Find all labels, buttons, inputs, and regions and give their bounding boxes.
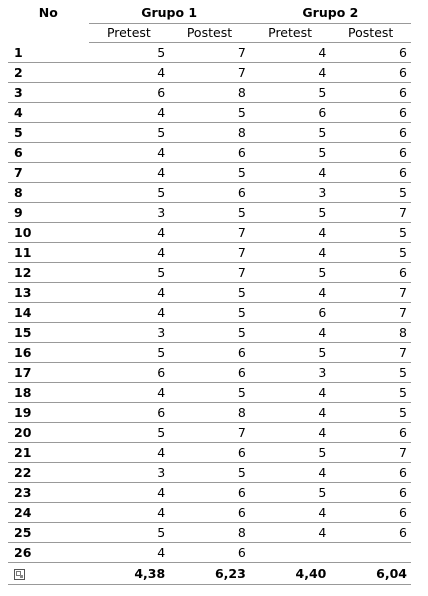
g1-postest-cell: 5 [169, 463, 250, 483]
table-row [8, 83, 411, 103]
g1-postest-cell: 5 [169, 283, 250, 303]
row-number: 21 [8, 443, 89, 463]
g2-postest-cell: 6 [330, 143, 411, 163]
row-number: 20 [8, 423, 89, 443]
g1-pretest-cell: 4 [89, 223, 170, 243]
g2-postest-cell: 6 [330, 263, 411, 283]
g2-pretest-cell: 4 [250, 463, 331, 483]
mean-symbol-icon [14, 569, 25, 580]
g2-postest-cell: 7 [330, 203, 411, 223]
table-row [8, 163, 411, 183]
row-number: 10 [8, 223, 89, 243]
g1-pretest-cell: 5 [89, 263, 170, 283]
table-row [8, 103, 411, 123]
g2-pretest-cell: 4 [250, 283, 331, 303]
row-number: 1 [8, 43, 89, 63]
g1-postest-cell: 7 [169, 263, 250, 283]
row-number: 26 [8, 543, 89, 563]
row-number: 15 [8, 323, 89, 343]
g1-postest-cell: 5 [169, 203, 250, 223]
g2-pretest-cell: 4 [250, 503, 331, 523]
table-row [8, 323, 411, 343]
g1-postest-cell: 8 [169, 523, 250, 543]
g2-pretest-cell: 6 [250, 103, 331, 123]
g2-postest-cell: 5 [330, 223, 411, 243]
table-row [8, 483, 411, 503]
row-number: 14 [8, 303, 89, 323]
row-number: 19 [8, 403, 89, 423]
g1-postest-cell: 6 [169, 363, 250, 383]
table-row [8, 383, 411, 403]
g1-postest-cell: 6 [169, 343, 250, 363]
row-number: 24 [8, 503, 89, 523]
g1-pretest-cell: 4 [89, 503, 170, 523]
g1-postest-cell: 6 [169, 143, 250, 163]
header-g2-pretest: Pretest [250, 24, 331, 43]
g1-postest-cell: 6 [169, 483, 250, 503]
g2-pretest-cell: 4 [250, 163, 331, 183]
g2-postest-cell: 6 [330, 163, 411, 183]
table-row [8, 183, 411, 203]
g2-pretest-cell: 4 [250, 423, 331, 443]
g1-pretest-cell: 4 [89, 163, 170, 183]
g1-postest-cell: 7 [169, 243, 250, 263]
g2-postest-cell: 8 [330, 323, 411, 343]
g2-pretest-cell: 3 [250, 363, 331, 383]
g1-postest-cell: 6 [169, 503, 250, 523]
row-number: 9 [8, 203, 89, 223]
row-number: 7 [8, 163, 89, 183]
g2-pretest-cell: 5 [250, 483, 331, 503]
g1-pretest-cell: 4 [89, 243, 170, 263]
table-row [8, 423, 411, 443]
g1-pretest-cell: 4 [89, 303, 170, 323]
g2-postest-cell: 5 [330, 363, 411, 383]
table-row [8, 503, 411, 523]
g1-pretest-cell: 3 [89, 463, 170, 483]
g2-postest-cell: 6 [330, 43, 411, 63]
g1-postest-cell: 8 [169, 123, 250, 143]
g2-pretest-cell: 6 [250, 303, 331, 323]
mean-g1-postest: 6,23 [169, 563, 250, 585]
g2-pretest-cell: 5 [250, 123, 331, 143]
g1-pretest-cell: 5 [89, 523, 170, 543]
g1-pretest-cell: 6 [89, 83, 170, 103]
table-row [8, 123, 411, 143]
g1-pretest-cell: 5 [89, 123, 170, 143]
mean-g2-pretest: 4,40 [250, 563, 331, 585]
table-row [8, 403, 411, 423]
g2-postest-cell [330, 543, 411, 563]
g1-postest-cell: 8 [169, 403, 250, 423]
g2-pretest-cell: 4 [250, 223, 331, 243]
row-number: 12 [8, 263, 89, 283]
g1-pretest-cell: 5 [89, 183, 170, 203]
g2-postest-cell: 6 [330, 523, 411, 543]
table-row [8, 243, 411, 263]
g1-pretest-cell: 6 [89, 363, 170, 383]
g1-pretest-cell: 3 [89, 323, 170, 343]
g2-pretest-cell [250, 543, 331, 563]
g1-pretest-cell: 6 [89, 403, 170, 423]
table-row [8, 43, 411, 63]
mean-g1-pretest: 4,38 [89, 563, 170, 585]
g2-pretest-cell: 4 [250, 243, 331, 263]
row-number: 18 [8, 383, 89, 403]
g2-pretest-cell: 3 [250, 183, 331, 203]
table-row [8, 543, 411, 563]
table-row [8, 303, 411, 323]
g2-postest-cell: 6 [330, 463, 411, 483]
g1-pretest-cell: 4 [89, 483, 170, 503]
row-number: 11 [8, 243, 89, 263]
header-group-2: Grupo 2 [250, 3, 411, 24]
g1-pretest-cell: 4 [89, 383, 170, 403]
table-row [8, 463, 411, 483]
g1-postest-cell: 6 [169, 183, 250, 203]
g1-postest-cell: 7 [169, 63, 250, 83]
table-row [8, 223, 411, 243]
row-number: 8 [8, 183, 89, 203]
g2-postest-cell: 5 [330, 403, 411, 423]
g2-postest-cell: 5 [330, 183, 411, 203]
g1-pretest-cell: 5 [89, 43, 170, 63]
g1-postest-cell: 6 [169, 443, 250, 463]
row-number: 4 [8, 103, 89, 123]
row-number: 5 [8, 123, 89, 143]
g2-pretest-cell: 5 [250, 203, 331, 223]
header-g2-postest: Postest [330, 24, 411, 43]
table-body [8, 43, 411, 563]
table-row [8, 143, 411, 163]
g2-postest-cell: 5 [330, 243, 411, 263]
row-number: 13 [8, 283, 89, 303]
header-row-groups [8, 3, 411, 24]
g2-postest-cell: 6 [330, 63, 411, 83]
table-row [8, 63, 411, 83]
row-number: 3 [8, 83, 89, 103]
table-row [8, 263, 411, 283]
header-group-1: Grupo 1 [89, 3, 250, 24]
g2-postest-cell: 6 [330, 83, 411, 103]
row-number: 25 [8, 523, 89, 543]
mean-g2-postest: 6,04 [330, 563, 411, 585]
g1-pretest-cell: 4 [89, 443, 170, 463]
table-row [8, 343, 411, 363]
table-row [8, 443, 411, 463]
g2-postest-cell: 5 [330, 383, 411, 403]
g1-postest-cell: 5 [169, 383, 250, 403]
g1-pretest-cell: 4 [89, 63, 170, 83]
row-number: 16 [8, 343, 89, 363]
g2-postest-cell: 6 [330, 123, 411, 143]
g1-postest-cell: 8 [169, 83, 250, 103]
g1-pretest-cell: 3 [89, 203, 170, 223]
header-g1-postest: Postest [169, 24, 250, 43]
g2-pretest-cell: 4 [250, 403, 331, 423]
row-number: 2 [8, 63, 89, 83]
g2-pretest-cell: 5 [250, 263, 331, 283]
g2-postest-cell: 7 [330, 443, 411, 463]
g2-postest-cell: 6 [330, 503, 411, 523]
table-row [8, 363, 411, 383]
row-number: 22 [8, 463, 89, 483]
g2-postest-cell: 7 [330, 343, 411, 363]
g1-postest-cell: 5 [169, 323, 250, 343]
g2-pretest-cell: 5 [250, 343, 331, 363]
row-number: 6 [8, 143, 89, 163]
g1-postest-cell: 5 [169, 163, 250, 183]
g2-pretest-cell: 5 [250, 83, 331, 103]
means-row [8, 563, 411, 585]
g2-pretest-cell: 4 [250, 323, 331, 343]
row-number: 17 [8, 363, 89, 383]
g1-pretest-cell: 5 [89, 343, 170, 363]
g2-pretest-cell: 4 [250, 63, 331, 83]
g2-pretest-cell: 5 [250, 143, 331, 163]
g2-postest-cell: 6 [330, 103, 411, 123]
table-row [8, 523, 411, 543]
g1-pretest-cell: 4 [89, 283, 170, 303]
table-row [8, 203, 411, 223]
g2-postest-cell: 7 [330, 283, 411, 303]
row-number: 23 [8, 483, 89, 503]
g1-postest-cell: 7 [169, 423, 250, 443]
g1-postest-cell: 6 [169, 543, 250, 563]
g2-pretest-cell: 5 [250, 443, 331, 463]
g2-postest-cell: 6 [330, 423, 411, 443]
g1-postest-cell: 7 [169, 43, 250, 63]
g1-pretest-cell: 4 [89, 543, 170, 563]
g2-pretest-cell: 4 [250, 43, 331, 63]
g1-postest-cell: 7 [169, 223, 250, 243]
g2-pretest-cell: 4 [250, 383, 331, 403]
header-no: No [38, 5, 58, 20]
scores-table [8, 3, 411, 585]
g1-pretest-cell: 4 [89, 103, 170, 123]
table-row [8, 283, 411, 303]
g1-pretest-cell: 4 [89, 143, 170, 163]
g2-postest-cell: 6 [330, 483, 411, 503]
header-g1-pretest: Pretest [89, 24, 170, 43]
g1-postest-cell: 5 [169, 303, 250, 323]
means-label [8, 563, 89, 585]
g2-pretest-cell: 4 [250, 523, 331, 543]
g2-postest-cell: 7 [330, 303, 411, 323]
g1-pretest-cell: 5 [89, 423, 170, 443]
g1-postest-cell: 5 [169, 103, 250, 123]
